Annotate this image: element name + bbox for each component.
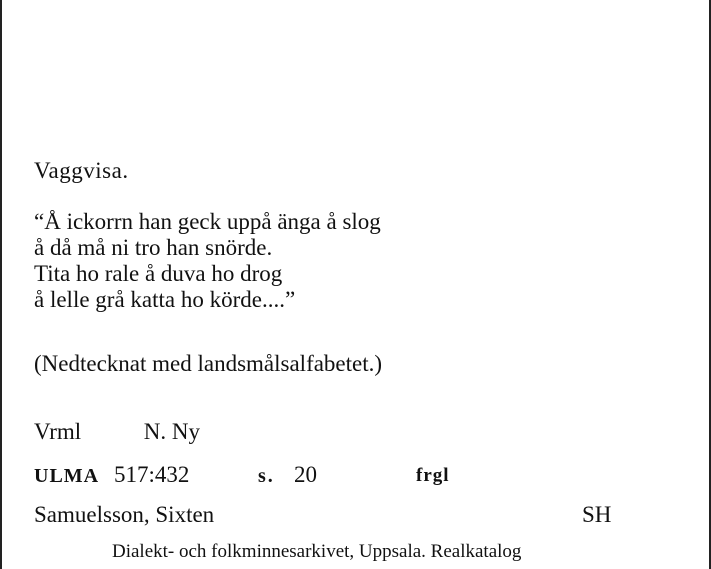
location-row — [34, 419, 200, 445]
parish-name: N. Ny — [143, 419, 200, 444]
verse-line: “Å ickorrn han geck uppå änga å slog — [34, 209, 381, 234]
verse-line: Tita ho rale å duva ho drog — [34, 261, 283, 286]
page-number: 20 — [294, 462, 317, 487]
record-type: frgl — [416, 465, 450, 486]
archive-code: ULMA — [34, 465, 100, 487]
verse-text — [34, 209, 381, 313]
recorder-initials: SH — [582, 502, 612, 527]
archive-footer: Dialekt- och folkminnesarkivet, Uppsala. Realkatalog — [112, 541, 522, 562]
verse-line: å då må ni tro han snörde. — [34, 235, 273, 260]
collector-name: Samuelsson, Sixten — [34, 502, 215, 527]
song-title: Vaggvisa. — [34, 158, 129, 183]
region-code: Vrml — [34, 419, 82, 444]
record-number: 517:432 — [114, 462, 190, 487]
transcription-note: (Nedtecknat med landsmålsalfabetet.) — [34, 351, 383, 376]
page-label: s. — [258, 465, 275, 487]
verse-line: å lelle grå katta ho körde....” — [34, 287, 296, 312]
